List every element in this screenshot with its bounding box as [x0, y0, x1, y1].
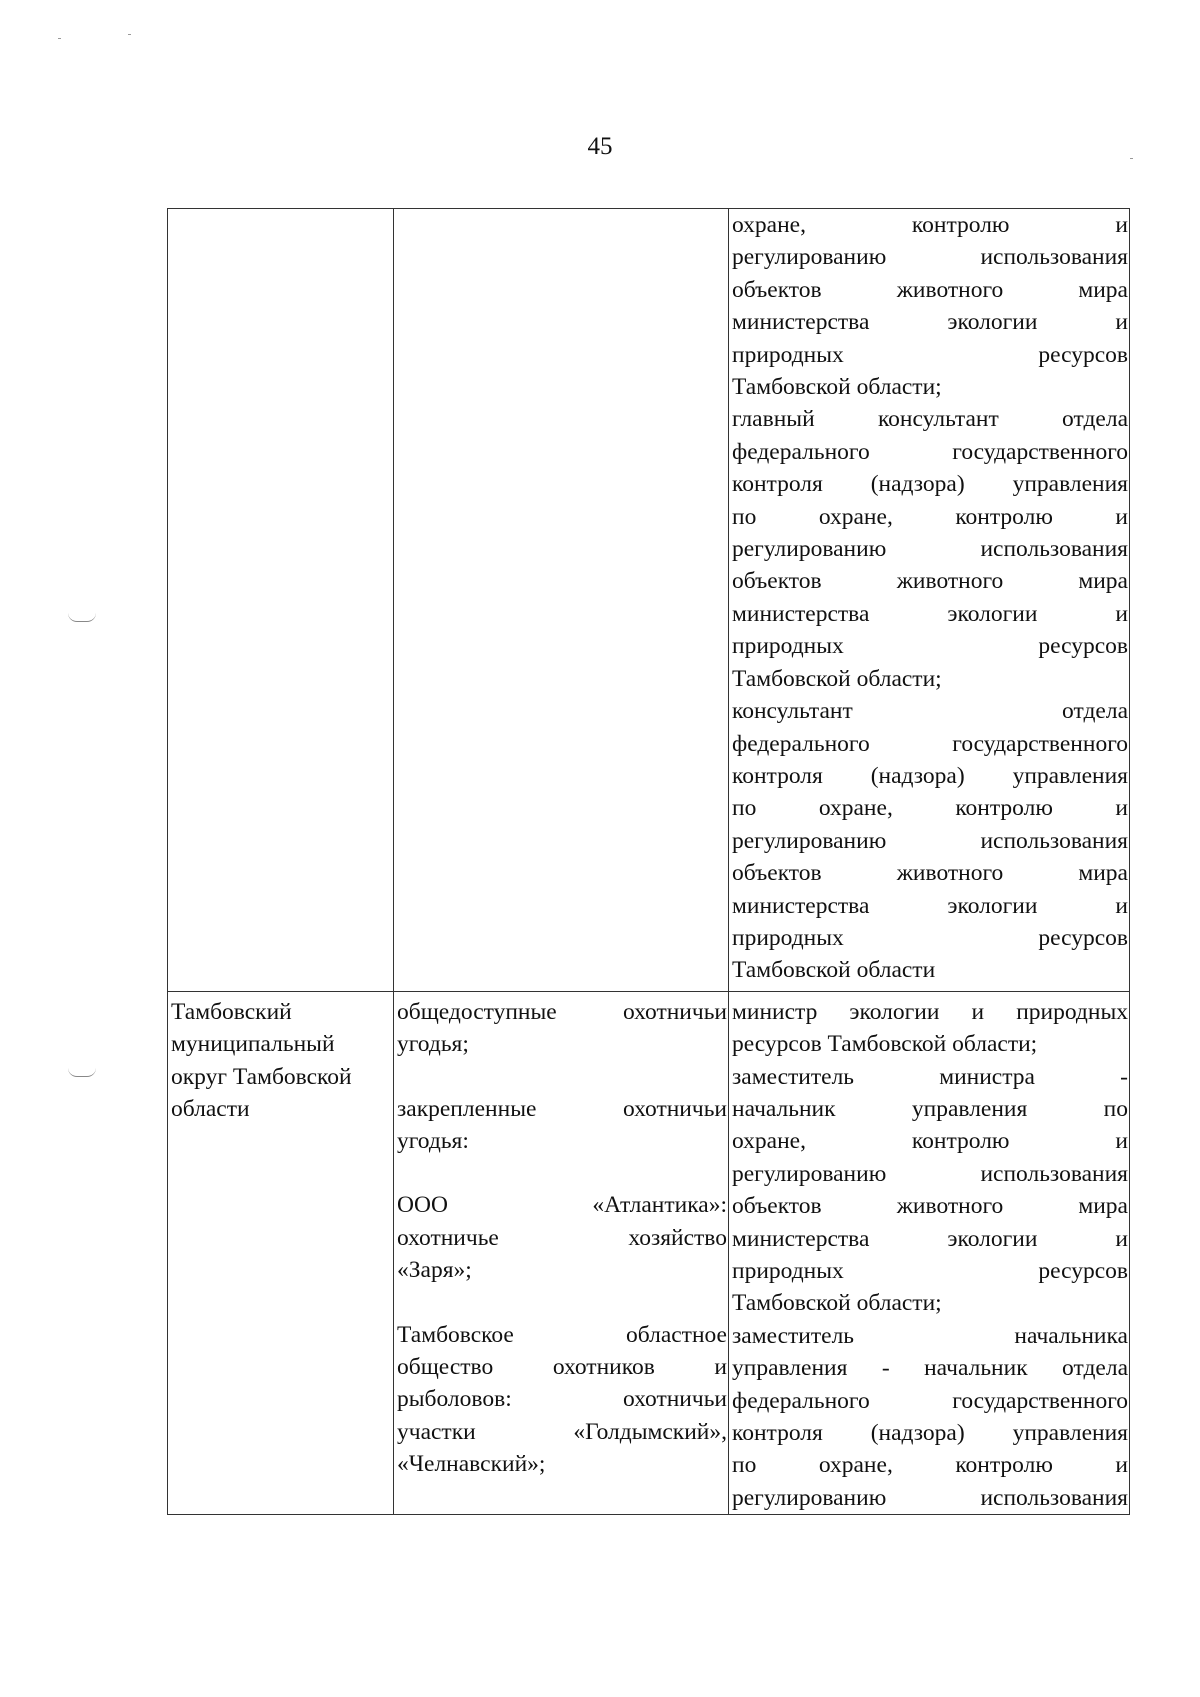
text-line: объектов животного мира — [732, 568, 1128, 595]
text-line: охотничье хозяйство — [397, 1224, 727, 1251]
text-line: по охране, контролю и — [732, 1452, 1128, 1479]
text-line: угодья; — [397, 1031, 469, 1058]
text-line: природных ресурсов — [732, 341, 1128, 368]
text-line: «Заря»; — [397, 1257, 472, 1284]
text-line: области — [171, 1095, 250, 1122]
row1-col1-cell — [168, 209, 394, 992]
document-table — [167, 208, 1130, 1515]
text-line: объектов животного мира — [732, 276, 1128, 303]
text-line: консультант отдела — [732, 698, 1128, 725]
text-line: регулированию использования — [732, 244, 1128, 271]
text-line: контроля (надзора) управления — [732, 1420, 1128, 1447]
text-line: закрепленные охотничьи — [397, 1095, 727, 1122]
row2-col2-cell — [394, 991, 729, 1515]
spacer — [397, 1287, 727, 1319]
text-line: природных ресурсов — [732, 1258, 1128, 1284]
scan-mark — [68, 613, 96, 622]
text-line: муниципальный — [171, 1031, 335, 1058]
text-line: главный консультант отдела — [732, 406, 1128, 433]
text-line: природных ресурсов — [732, 924, 1128, 951]
text-line: министерства экологии и — [732, 892, 1128, 919]
text-line: управления - начальник отдела — [732, 1355, 1128, 1382]
text-line: природных ресурсов — [732, 633, 1128, 660]
text-line: по охране, контролю и — [732, 795, 1128, 822]
text-line: участки «Голдымский», — [397, 1418, 727, 1445]
text-line: федерального государственного — [732, 438, 1128, 465]
text-line: министр экологии и природных — [732, 998, 1128, 1025]
text-line: по охране, контролю и — [732, 503, 1128, 530]
text-line: заместитель министра - — [732, 1063, 1128, 1090]
text-line: регулированию использования — [732, 827, 1128, 854]
scan-mark — [68, 1068, 96, 1077]
text-line: Тамбовской области; — [732, 374, 942, 401]
scan-dot — [58, 38, 61, 39]
text-line: охране, контролю и — [732, 212, 1128, 238]
text-line: охране, контролю и — [732, 1128, 1128, 1155]
row1-col2-cell — [394, 209, 729, 992]
text-line: объектов животного мира — [732, 860, 1128, 887]
text-line: ООО «Атлантика»: — [397, 1192, 727, 1219]
text-line: регулированию использования — [732, 1160, 1128, 1187]
row1-col3-cell — [729, 209, 1130, 992]
text-line: регулированию использования — [732, 1484, 1128, 1511]
text-line: ресурсов Тамбовской области; — [732, 1031, 1038, 1058]
text-line: контроля (надзора) управления — [732, 762, 1128, 789]
page-number: 45 — [587, 133, 613, 160]
text-line: Тамбовской области — [732, 957, 936, 984]
text-line: федерального государственного — [732, 1387, 1128, 1414]
text-line: «Челнавский»; — [397, 1451, 546, 1478]
text-line: министерства экологии и — [732, 1225, 1128, 1252]
spacer — [397, 1061, 727, 1093]
text-line: объектов животного мира — [732, 1193, 1128, 1220]
text-line: рыболовов: охотничьи — [397, 1386, 727, 1413]
text-line: министерства экологии и — [732, 600, 1128, 627]
table-row — [168, 991, 1130, 1515]
text-line: федерального государственного — [732, 730, 1128, 757]
text-line: регулированию использования — [732, 536, 1128, 563]
text-line: общество охотников и — [397, 1354, 727, 1380]
spacer — [397, 1157, 727, 1189]
text-line: начальник управления по — [732, 1095, 1128, 1122]
text-line: заместитель начальника — [732, 1322, 1128, 1349]
text-line: угодья: — [397, 1127, 469, 1154]
text-line: контроля (надзора) управления — [732, 471, 1128, 498]
text-line: министерства экологии и — [732, 309, 1128, 336]
scan-dot — [1130, 158, 1133, 159]
text-line: округ Тамбовской — [171, 1063, 352, 1090]
row2-col1-cell — [168, 991, 394, 1515]
row2-col3-cell — [729, 991, 1130, 1515]
scan-dot — [128, 34, 131, 35]
text-line: Тамбовской области; — [732, 665, 942, 692]
table-row — [168, 209, 1130, 992]
text-line: общедоступные охотничьи — [397, 998, 727, 1025]
text-line: Тамбовской области; — [732, 1290, 942, 1317]
text-line: Тамбовский — [171, 998, 292, 1025]
text-line: Тамбовское областное — [397, 1321, 727, 1348]
